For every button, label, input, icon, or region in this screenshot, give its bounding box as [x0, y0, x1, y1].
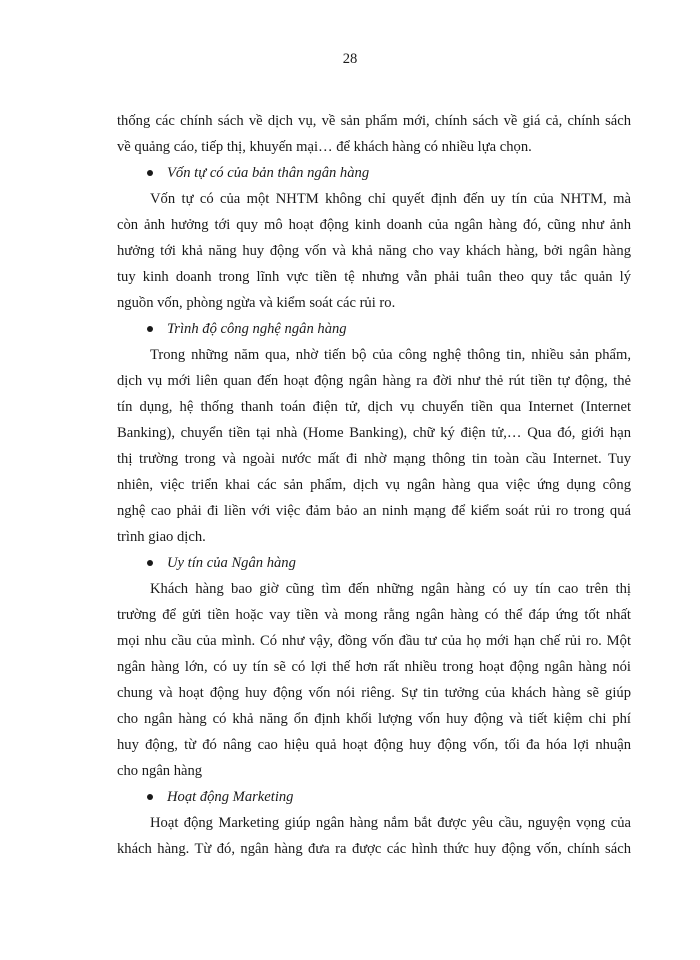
bullet-icon	[147, 326, 153, 332]
paragraph-line: cho ngân hàng	[117, 763, 203, 779]
paragraph-line: khách hàng. Từ đó, ngân hàng đưa ra được các hình thức huy động vốn, chính sách	[117, 841, 631, 857]
section-heading-text: Uy tín của Ngân hàng	[167, 555, 296, 571]
section-heading-text: Trình độ công nghệ ngân hàng	[167, 321, 347, 337]
paragraph-line: tuy kinh doanh trong lĩnh vực tiền tệ nhưng vẫn phải tuân theo quy tắc quản lý	[117, 269, 631, 285]
section-heading	[150, 553, 590, 573]
section-heading	[150, 787, 590, 807]
section-heading	[150, 319, 590, 339]
paragraph-line: chung và hoạt động huy động vốn nói riêng. Sự tin tưởng của khách hàng sẽ giúp	[117, 685, 631, 701]
section-heading	[150, 163, 590, 183]
paragraph-line: còn ảnh hưởng tới quy mô hoạt động kinh doanh của ngân hàng đó, cũng như ảnh	[117, 217, 631, 233]
paragraph-line: hưởng tới khả năng huy động vốn và khả năng cho vay khách hàng, bởi ngân hàng	[117, 243, 631, 259]
paragraph-line: trường để gửi tiền hoặc vay tiền và mong rằng ngân hàng có thể đáp ứng tốt nhất	[117, 607, 631, 623]
section-heading-text: Hoạt động Marketing	[167, 789, 294, 805]
page-number: 28	[342, 51, 358, 67]
paragraph-line: ngân hàng lớn, có uy tín sẽ có lợi thế hơn rất nhiều trong hoạt động ngân hàng nói	[117, 659, 631, 675]
paragraph-line: cho ngân hàng có khả năng ổn định khối lượng vốn huy động và tiết kiệm chi phí	[117, 711, 631, 727]
paragraph-line: mọi nhu cầu của mình. Có như vậy, đồng vốn đầu tư của họ mới hạn chế rủi ro. Một	[117, 633, 631, 649]
paragraph-line: trình giao dịch.	[117, 529, 206, 545]
paragraph-line: Hoạt động Marketing giúp ngân hàng nắm bắt được yêu cầu, nguyện vọng của	[150, 815, 631, 831]
paragraph-line: Vốn tự có của một NHTM không chỉ quyết định đến uy tín của NHTM, mà	[150, 191, 631, 207]
paragraph-line: Banking), chuyển tiền tại nhà (Home Banking), chữ ký điện tử,… Qua đó, giới hạn	[117, 425, 631, 441]
paragraph-line: về quảng cáo, tiếp thị, khuyến mại… để khách hàng có nhiều lựa chọn.	[117, 139, 532, 155]
paragraph-line: nhiên, việc triển khai các sản phẩm, dịch vụ ngân hàng qua việc ứng dụng công	[117, 477, 631, 493]
paragraph-line: huy động, từ đó nâng cao hiệu quả hoạt động huy động vốn, tối đa hóa lợi nhuận	[117, 737, 631, 753]
paragraph-line: thống các chính sách về dịch vụ, về sản phẩm mới, chính sách về giá cả, chính sách	[117, 113, 631, 129]
paragraph-line: Khách hàng bao giờ cũng tìm đến những ngân hàng có uy tín cao trên thị	[150, 581, 631, 597]
paragraph-line: thị trường trong và ngoài nước mất đi nhờ mạng thông tin toàn cầu Internet. Tuy	[117, 451, 631, 467]
section-heading-text: Vốn tự có của bản thân ngân hàng	[167, 165, 370, 181]
paragraph-line: Trong những năm qua, nhờ tiến bộ của công nghệ thông tin, nhiều sản phẩm,	[150, 347, 631, 363]
bullet-icon	[147, 560, 153, 566]
bullet-icon	[147, 170, 153, 176]
paragraph-line: nghệ cao phải đi liền với việc đảm bảo an ninh mạng để kiểm soát rủi ro trong quá	[117, 503, 631, 519]
paragraph-line: tín dụng, hệ thống thanh toán điện tử, dịch vụ chuyển tiền qua Internet (Internet	[117, 399, 631, 415]
paragraph-line: nguồn vốn, phòng ngừa và kiểm soát các rủi ro.	[117, 295, 396, 311]
bullet-icon	[147, 794, 153, 800]
paragraph-line: dịch vụ mới liên quan đến hoạt động ngân hàng ra đời như thẻ rút tiền tự động, thẻ	[117, 373, 631, 389]
